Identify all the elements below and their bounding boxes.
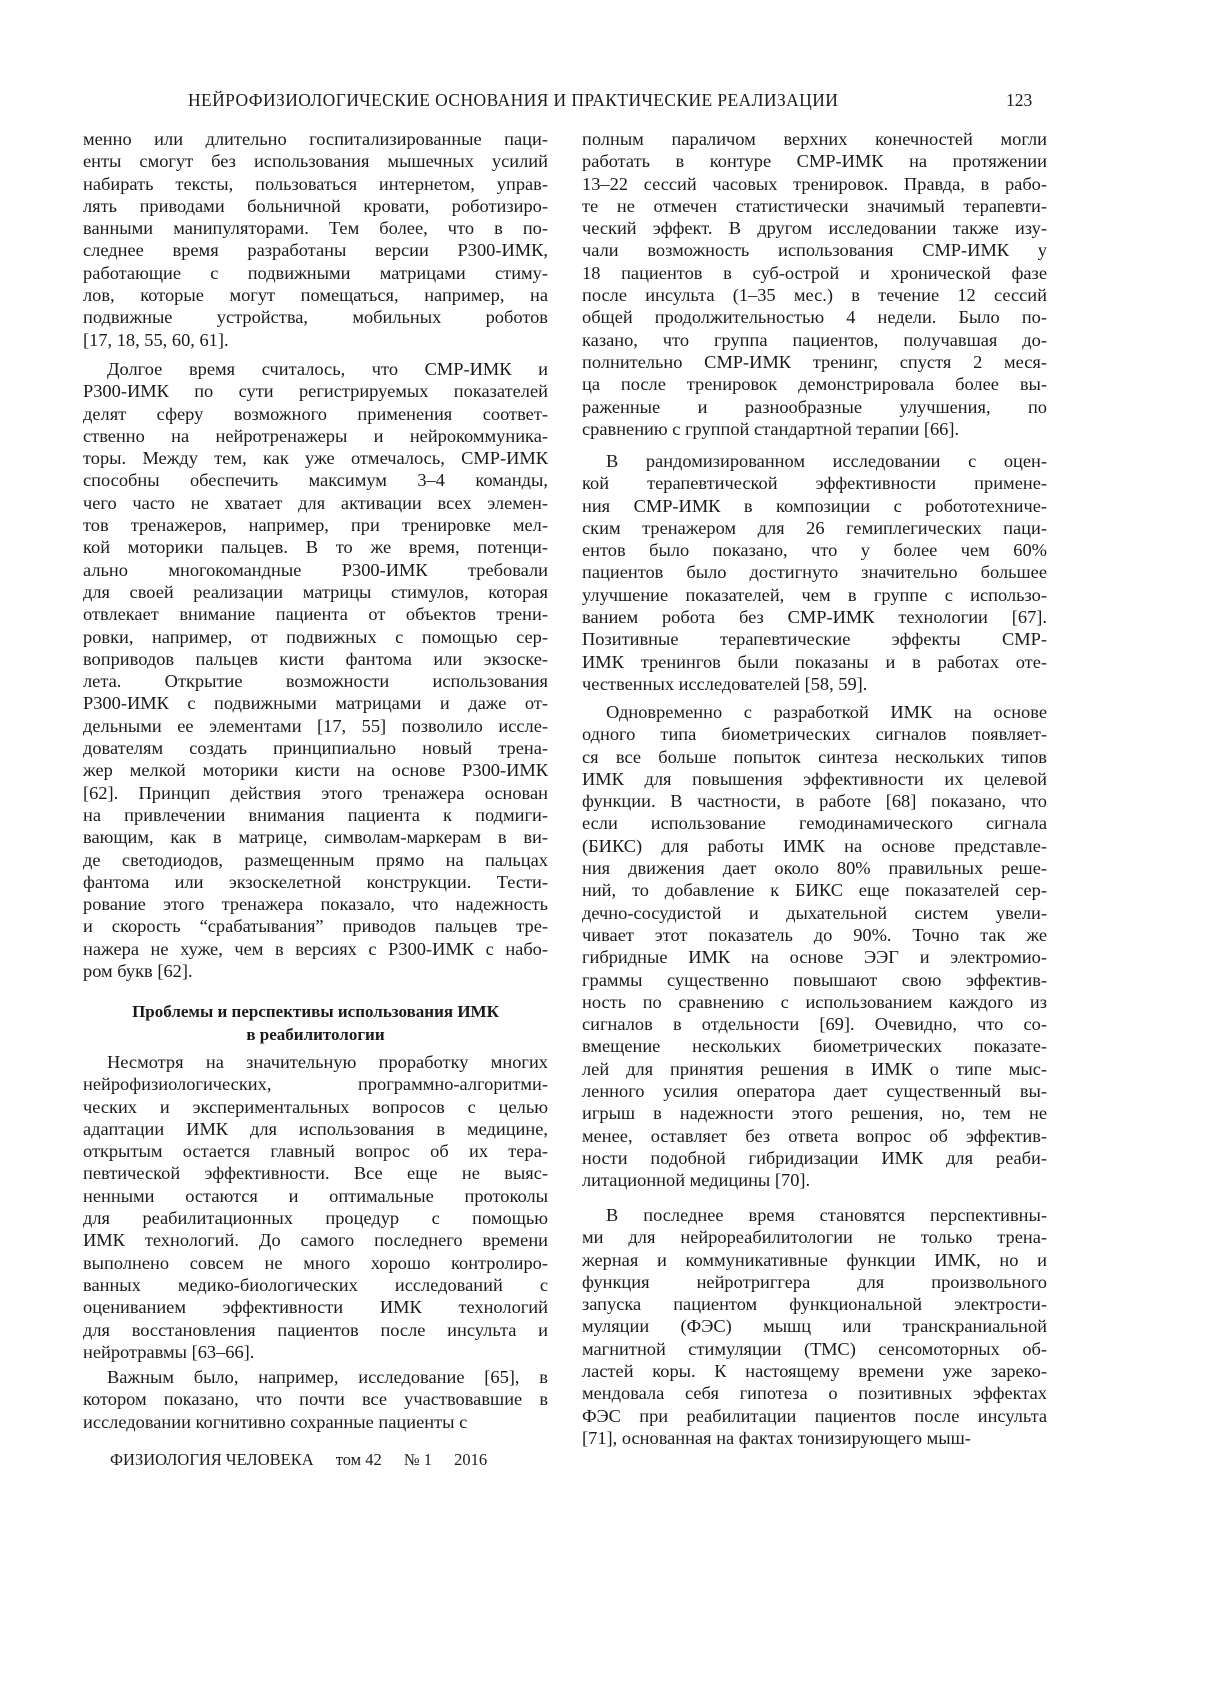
text-line: ластей коры. К настоящему времени уже зареко- [582,1361,1047,1382]
text-line: ческих и экспериментальных вопросов с целью [83,1096,548,1117]
text-line: тов тренажеров, например, при тренировке мел- [83,515,548,536]
text-line: сравнению с группой стандартной терапии [66]. [582,418,960,439]
text-line: ровки, например, от подвижных с помощью сер- [83,626,548,647]
text-line: общей продолжительностью 4 недели. Было по- [582,307,1047,328]
text-line: чивает этот показатель до 90%. Точно так же [582,924,1047,945]
text-line: раженные и разнообразные улучшения, по [582,396,1047,417]
text-line: гибридные ИМК на основе ЭЭГ и электромио- [582,947,1047,968]
text-line: способны обеспечить максимум 3–4 команды, [83,470,548,491]
text-line: следнее время разработаны версии P300-ИМК, [83,240,548,261]
text-line: менно или длительно госпитализированные паци- [83,129,548,149]
text-line: запуска пациентом функциональной электрости- [582,1294,1047,1315]
text-line: литационной медицины [70]. [582,1170,811,1191]
text-line: Важным было, например, исследование [65], в [107,1367,548,1387]
text-line: чего часто не хватает для активации всех элемен- [83,492,548,513]
paragraph [83,358,548,982]
text-line: те не отмечен статистически значимый терапевти- [582,195,1047,216]
text-line: кой моторики пальцев. В то же время, потенци- [83,537,548,558]
text-line: для своей реализации матрицы стимулов, которая [83,581,548,602]
text-line: для реабилитационных процедур с помощью [83,1208,548,1229]
journal-volume: том 42 [335,1450,382,1469]
paragraph [582,701,1047,1192]
text-line: P300-ИМК с подвижными матрицами и даже от- [83,693,548,714]
text-line: ром букв [62]. [83,961,193,982]
text-line: открытым остается главный вопрос об их тера- [83,1141,548,1162]
text-line: (БИКС) для работы ИМК на основе представле- [582,835,1047,856]
section-heading [83,1000,548,1046]
text-line: ленного усилия оператора дает существенный вы- [582,1081,1047,1102]
text-line: ванием робота без СМР-ИМК технологии [67]. [582,607,1047,628]
text-line: для восстановления пациентов после инсульта и [83,1319,548,1340]
text-line: чали возможность использования СМР-ИМК у [582,240,1047,261]
text-line: рование этого тренажера показало, что надежность [83,894,548,915]
text-line: певтической эффективности. Все еще не выяс- [83,1163,548,1184]
text-line: В последнее время становятся перспективны- [606,1205,1047,1225]
paragraph [83,1051,548,1363]
text-line: подвижные устройства, мобильных роботов [83,307,548,328]
paragraph [582,450,1047,695]
text-line: мендовала себя гипотеза о позитивных эффектах [582,1383,1047,1404]
text-line: работающие с подвижными матрицами стиму- [83,262,548,283]
text-line: ИМК технологий. До самого последнего времени [83,1230,548,1251]
text-line: дельными ее элементами [17, 55] позволило иссле- [83,715,548,736]
text-line: улучшение показателей, чем в группе с использо- [582,584,1047,605]
footer [110,1450,505,1470]
text-line: нажера не хуже, чем в версиях с P300-ИМК с набо- [83,938,548,959]
text-line: торы. Между тем, как уже отмечалось, СМР-ИМК [83,448,548,469]
paragraph [582,128,1047,440]
text-line: ально многокомандные P300-ИМК требовали [83,559,548,580]
paragraph [83,128,548,351]
text-line: работать в контуре СМР-ИМК на протяжении [582,151,1047,172]
journal-issue: № 1 [403,1450,432,1469]
text-line: полным параличом верхних конечностей могли [582,129,1047,149]
text-line: функции. В частности, в работе [68] показано, что [582,791,1047,812]
text-line: Одновременно с разработкой ИМК на основе [606,702,1047,722]
text-line: котором показано, что почти все участвовавшие в [83,1389,548,1410]
text-line: ФЭС при реабилитации пациентов после инсульта [582,1405,1047,1426]
text-line: функция нейротриггера для произвольного [582,1271,1047,1292]
section-heading-line: в реабилитологии [246,1025,385,1044]
text-line: В рандомизированном исследовании с оцен- [606,451,1047,471]
paragraph [83,1366,548,1433]
journal-year: 2016 [454,1450,488,1469]
text-line: воприводов пальцев кисти фантома или экзоске- [83,648,548,669]
text-line: ИМК тренингов были показаны и в работах оте- [582,651,1047,672]
text-line: енты смогут без использования мышечных усилий [83,151,548,172]
text-line: Несмотря на значительную проработку многих [107,1052,548,1072]
text-line: чественных исследователей [58, 59]. [582,673,868,694]
text-line: граммы существенно повышают свою эффектив- [582,969,1047,990]
text-line: магнитной стимуляции (ТМС) сенсомоторных об- [582,1338,1047,1359]
text-line: ность по сравнению с использованием каждого из [582,991,1047,1012]
text-line: казано, что группа пациентов, получавшая до- [582,329,1047,350]
text-line: ния движения дает около 80% правильных реше- [582,858,1047,879]
text-line: вмещение нескольких биометрических показате- [582,1036,1047,1057]
text-line: исследовании когнитивно сохранные пациенты с [83,1411,468,1432]
text-line: ским тренажером для 26 гемиплегических паци- [582,517,1047,538]
text-line: выполнено совсем не много хорошо контролиро- [83,1252,548,1273]
section-heading-line: Проблемы и перспективы использования ИМК [132,1002,499,1021]
text-line: ний, то добавление к БИКС еще показателей сер- [582,880,1047,901]
text-line: дователям создать принципиально новый трена- [83,738,548,759]
text-line: полнительно СМР-ИМК тренинг, спустя 2 меся- [582,351,1047,372]
text-line: после инсульта (1–35 мес.) в течение 12 сессий [582,285,1047,306]
text-line: ческий эффект. В другом исследовании также изу- [582,218,1047,239]
text-line: жер мелкой моторики кисти на основе P300-ИМК [83,760,548,781]
text-line: лов, которые могут помещаться, например, на [83,285,548,306]
text-line: отвлекает внимание пациента от объектов трени- [83,604,548,625]
text-line: нейрофизиологических, программно-алгоритми- [83,1074,548,1095]
text-line: ИМК для повышения эффективности их целевой [582,768,1047,789]
text-line: адаптации ИМК для использования в медицине, [83,1118,548,1139]
text-line: игрыш в надежности этого решения, но, тем не [582,1103,1047,1124]
text-line: [71], основанная на фактах тонизирующего мыш- [582,1427,971,1448]
text-line: ненными остаются и оптимальные протоколы [83,1185,548,1206]
text-line: де светодиодов, размещенным прямо на пальцах [83,849,548,870]
text-line: ственно на нейротренажеры и нейрокоммуника- [83,425,548,446]
text-line: ентов было показано, что у более чем 60% [582,540,1047,561]
text-line: набирать тексты, пользоваться интернетом, управ- [83,173,548,194]
text-line: вающим, как в матрице, символам-маркерам в ви- [83,827,548,848]
text-line: менее, оставляет без ответа вопрос об эффектив- [582,1125,1047,1146]
text-line: кой терапевтической эффективности примене- [582,473,1047,494]
paragraph [582,1204,1047,1449]
text-line: [17, 18, 55, 60, 61]. [83,329,229,350]
running-header: НЕЙРОФИЗИОЛОГИЧЕСКИЕ ОСНОВАНИЯ И ПРАКТИЧЕСКИЕ РЕАЛИЗАЦИИ [188,90,839,110]
text-line: жерная и коммуникативные функции ИМК, но и [582,1249,1047,1270]
text-line: лета. Открытие возможности использования [83,671,548,692]
text-line: ния СМР-ИМК в композиции с робототехниче- [582,495,1047,516]
text-line: лять приводами больничной кровати, роботизиро- [83,195,548,216]
text-line: лей для принятия решения в ИМК о типе мыс- [582,1058,1047,1079]
text-line: оцениванием эффективности ИМК технологий [83,1297,548,1318]
text-line: и скорость “срабатывания” приводов пальцев тре- [83,916,548,937]
text-line: ми для нейрореабилитологии не только трена- [582,1227,1047,1248]
text-line: фантома или экзоскелетной конструкции. Тести- [83,871,548,892]
text-line: нейротравмы [63–66]. [83,1341,255,1362]
text-line: сигналов в отдельности [69]. Очевидно, что со- [582,1014,1047,1035]
text-line: 13–22 сессий часовых тренировок. Правда, в рабо- [582,173,1047,194]
text-line: одного типа биометрических сигналов появляет- [582,724,1047,745]
text-line: если использование гемодинамического сигнала [582,813,1047,834]
text-line: ванными манипуляторами. Тем более, что в по- [83,218,548,239]
text-line: [62]. Принцип действия этого тренажера основан [83,782,548,803]
text-line: ности подобной гибридизации ИМК для реаби- [582,1147,1047,1168]
text-line: Долгое время считалось, что СМР-ИМК и [107,359,548,379]
text-line: ся все больше попыток синтеза нескольких типов [582,746,1047,767]
text-line: делят сферу возможного применения соответ- [83,403,548,424]
text-line: Позитивные терапевтические эффекты СМР- [582,629,1047,650]
text-line: ванных медико-биологических исследований с [83,1274,548,1295]
text-line: P300-ИМК по сути регистрируемых показателей [83,381,548,402]
text-line: 18 пациентов в суб-острой и хронической фазе [582,262,1047,283]
text-line: на привлечении внимания пациента к подмиги- [83,804,548,825]
page-number: 123 [1006,90,1033,110]
journal-name: ФИЗИОЛОГИЯ ЧЕЛОВЕКА [110,1450,314,1469]
text-line: ца после тренировок демонстрировала более вы- [582,374,1047,395]
text-line: дечно-сосудистой и дыхательной систем увели- [582,902,1047,923]
text-line: муляции (ФЭС) мышц или транскраниальной [582,1316,1047,1337]
text-line: пациентов было достигнуто значительно большее [582,562,1047,583]
